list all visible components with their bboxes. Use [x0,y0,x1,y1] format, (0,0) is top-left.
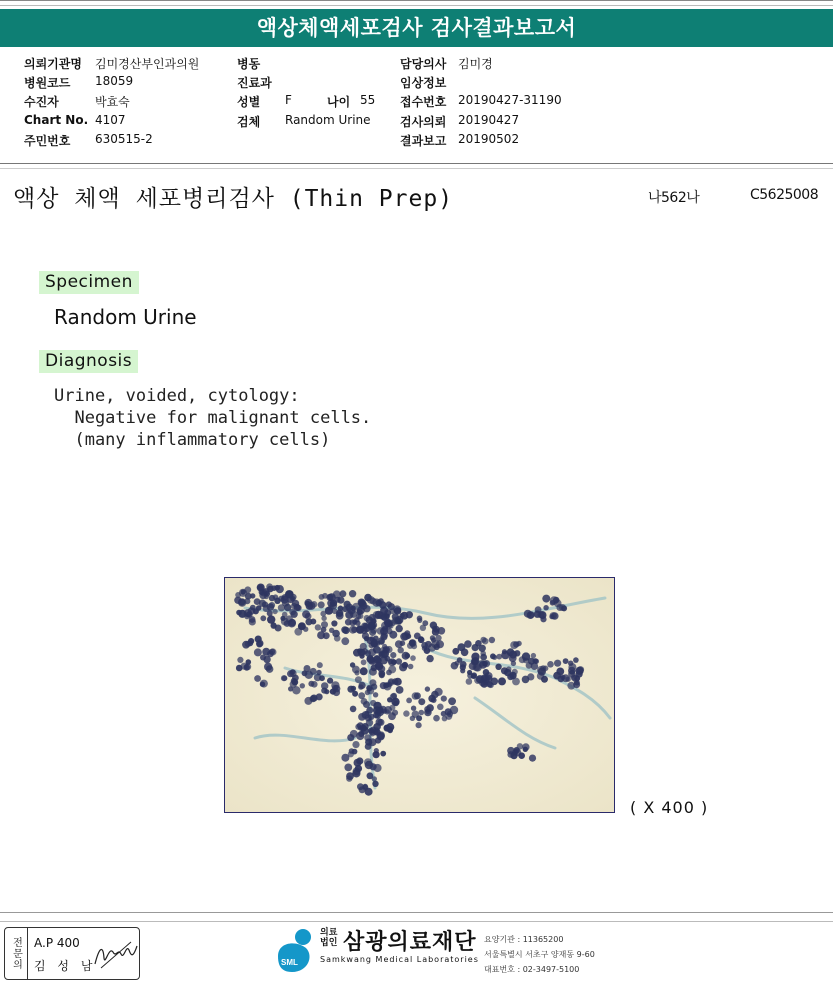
header-separator [0,163,833,169]
specimen-section-value: Random Urine [54,305,197,329]
diagnosis-section-label: Diagnosis [39,350,138,373]
department-label: 진료과 [237,76,272,90]
request-date-value: 20190427 [458,113,520,127]
receipt-no-value: 20190427-31190 [458,93,562,107]
logo-prefix [320,928,337,948]
exam-code-2: C5625008 [750,187,819,203]
patient-name-value: 박효숙 [95,95,130,109]
contact-line-1: 요양기관 : 11365200 [484,935,564,944]
receipt-no-label: 접수번호 [400,95,447,109]
logo-prefix-line-1: 의료 [320,928,338,938]
pathologist-stamp [4,927,140,980]
magnification-label: ( X 400 ) [630,798,709,817]
top-rule [0,0,833,6]
patient-label: 수진자 [24,95,59,109]
doctor-label: 담당의사 [400,57,447,71]
specimen-section-label: Specimen [39,271,139,294]
diagnosis-line-1: Urine, voided, cytology: [54,386,300,406]
logo-prefix-line-2: 법인 [320,938,338,948]
ward-label: 병동 [237,57,261,71]
logo-name: 삼광의료재단 [343,930,477,955]
chart-no-label: Chart No. [24,113,89,127]
contact-info [484,932,595,977]
specimen-type-value: Random Urine [285,113,371,127]
signature-icon [91,938,139,972]
diagnosis-text [54,385,371,451]
resident-no-label: 주민번호 [24,134,71,148]
report-title: 액상체액세포검사 검사결과보고서 [0,9,833,47]
sml-logo-icon [272,926,318,974]
report-date-value: 20190502 [458,132,520,146]
exam-title: 액상 체액 세포병리검사 (Thin Prep) [13,186,454,212]
institution-value: 김미경산부인과의원 [95,57,200,71]
doctor-value: 김미경 [458,57,493,71]
contact-line-3: 대표번호 : 02-3497-5100 [484,965,580,974]
diagnosis-line-2: Negative for malignant cells. [54,408,372,428]
resident-no-value: 630515-2 [95,132,153,146]
request-date-label: 검사의뢰 [400,115,447,129]
microscopy-image [224,577,615,813]
report-date-label: 결과보고 [400,134,447,148]
sex-label: 성별 [237,95,261,109]
hospital-code-label: 병원코드 [24,76,71,90]
age-value: 55 [360,93,376,107]
stamp-specialist-label: 전문의 [5,928,28,979]
hospital-code-value: 18059 [95,74,134,88]
stamp-pathologist-name: 김 성 남 [34,959,97,973]
contact-line-2: 서울특별시 서초구 양재동 9-60 [484,950,595,959]
chart-no-value: 4107 [95,113,126,127]
sml-logo-text: SML [281,958,298,967]
diagnosis-line-3: (many inflammatory cells) [54,430,331,450]
logo-english-name: Samkwang Medical Laboratories [320,955,479,964]
cytology-micrograph [225,578,614,812]
stamp-ap-number: A.P 400 [34,936,80,950]
age-label: 나이 [327,95,351,109]
footer-rule [0,912,833,922]
clinical-info-label: 임상정보 [400,76,447,90]
sex-value: F [285,93,292,107]
exam-code-1: 나562나 [648,190,700,206]
institution-label: 의뢰기관명 [24,57,82,71]
specimen-type-label: 검체 [237,115,261,129]
